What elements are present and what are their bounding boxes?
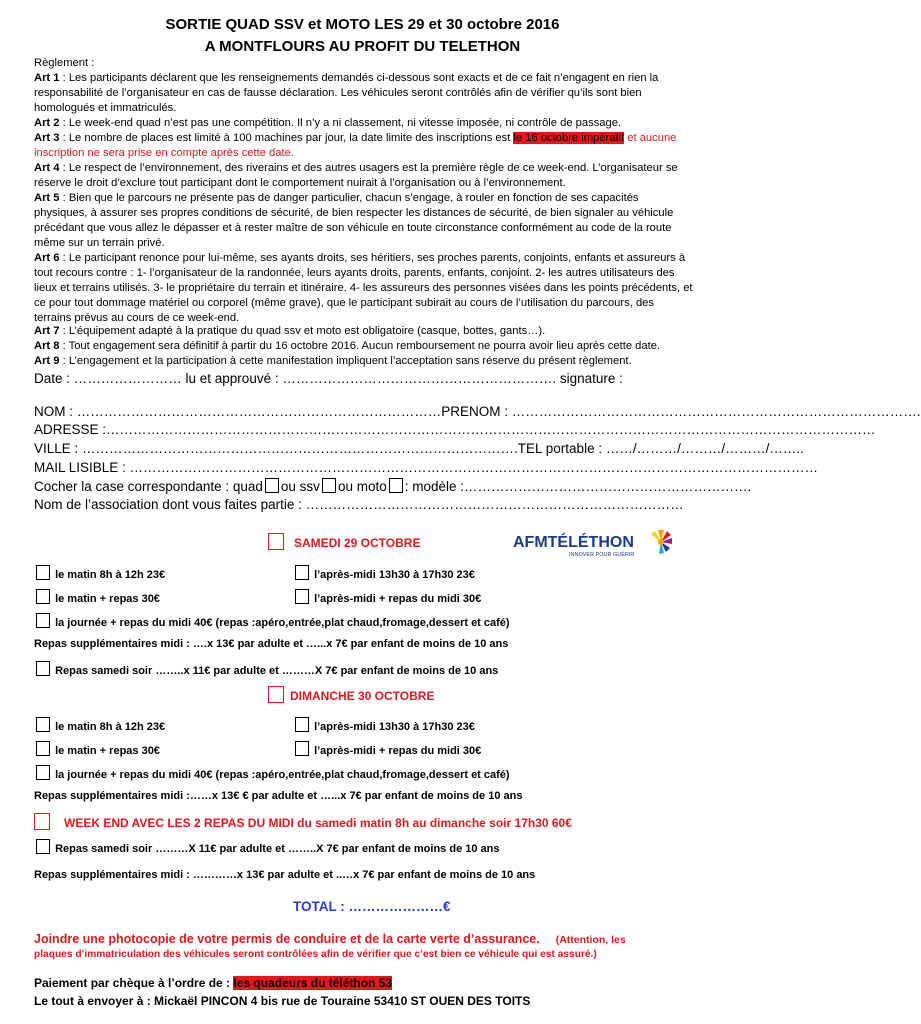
moto-checkbox[interactable]: [389, 478, 403, 493]
total-field[interactable]: TOTAL : …………………€: [293, 899, 451, 914]
samedi-apres-midi-repas-option[interactable]: l’après-midi + repas du midi 30€: [293, 589, 481, 605]
samedi-label: SAMEDI 29 OCTOBRE: [294, 536, 421, 550]
samedi-repas-soir-option[interactable]: Repas samedi soir ……..x 11€ par adulte et ………X 7€ par enfant de moins de 10 ans: [34, 661, 498, 677]
sun-icon: [651, 530, 672, 554]
article-2: [34, 116, 694, 131]
paiement-label: Paiement par chèque à l’ordre de :: [34, 976, 234, 990]
envoyer-address: Le tout à envoyer à : Mickaël PINCON 4 bis rue de Touraine 53410 ST OUEN DES TOITS: [34, 994, 531, 1008]
article-label: Art 5: [34, 192, 60, 204]
weekend-label: WEEK END AVEC LES 2 REPAS DU MIDI du samedi matin 8h au dimanche soir 17h30 60€: [64, 816, 572, 830]
joindre-instruction: Joindre une photocopie de votre permis de conduire et de la carte verte d’assurance. (Attention, les: [34, 932, 626, 946]
article-text: : Bien que le parcours ne présente pas de danger particulier, chacun s’engage, à rouler en fonction de ses capacités physiques, à assurer ses propres conditions de sécurité, de bien respecter les distances de sécurité, de bien signaler au véhicule précédant que vous allez le dépasser et à rester maître de son véhicule en toute circonstance conformément au code de la route même sur un terrain privé.: [34, 192, 674, 249]
article-label: Art 7: [34, 325, 60, 337]
article-label: Art 4: [34, 162, 60, 174]
article-5: [34, 191, 694, 251]
article-4: [34, 161, 694, 191]
weekend-repas-midi-field[interactable]: Repas supplémentaires midi : …………x 13€ par adulte et ..…x 7€ par enfant de moins de 10 ans: [34, 869, 536, 881]
dimanche-label: DIMANCHE 30 OCTOBRE: [290, 689, 435, 703]
checkbox[interactable]: [295, 589, 309, 604]
modele-field[interactable]: : modèle :……………………………………………………….: [404, 479, 752, 494]
article-text: : L’engagement et la participation à cette manifestation impliquent l’acceptation sans réserve du présent règlement.: [59, 355, 632, 367]
article-text: : Le participant renonce pour lui-même, ses ayants droits, ses héritiers, ses proches parents, conjoints, enfants et assureurs à tout recours contre : 1- l’organisateur de la randonnée, leurs ayants droits, parents, enfants, conjoint. 2- les autres utilisateurs des lieux et terrains utilisés. 3- le propriétaire du terrain et itinéraire. 4- les assureurs des personnes visées dans les points précédents, et ce pour tout dommage matériel ou corporel (même grave), que le participant subirait au cours de l’utilisation du parcours, des terrains prévus au cours de ce week-end.: [34, 252, 693, 324]
mail-field[interactable]: MAIL LISIBLE : ………………………………………………………………………………………………………………………………………: [34, 460, 819, 475]
article-label: Art 8: [34, 340, 60, 352]
ssv-label: ou ssv: [280, 479, 320, 494]
checkbox[interactable]: [36, 565, 50, 580]
paiement-line: [34, 976, 392, 990]
quad-checkbox[interactable]: [265, 478, 279, 493]
checkbox[interactable]: [295, 741, 309, 756]
dimanche-section-title: [268, 686, 434, 703]
page-title: SORTIE QUAD SSV et MOTO LES 29 et 30 octobre 2016: [165, 16, 560, 33]
vehicle-type-row: [34, 478, 752, 494]
deadline-warning: et aucune inscription ne sera prise en compte après cette date.: [34, 132, 677, 159]
ssv-checkbox[interactable]: [322, 478, 336, 493]
samedi-apres-midi-option[interactable]: l’après-midi 13h30 à 17h30 23€: [293, 565, 475, 581]
date-field[interactable]: Date : …………………… lu et approuvé : ……………………………………………………. signature :: [34, 371, 623, 386]
samedi-matin-option[interactable]: le matin 8h à 12h 23€: [34, 565, 165, 581]
article-1: [34, 71, 694, 116]
paiement-payee: les quadeurs du téléthon 53: [233, 976, 393, 990]
samedi-repas-midi-field[interactable]: Repas supplémentaires midi : ….x 13€ par adulte et …...x 7€ par enfant de moins de 10 ans: [34, 638, 509, 650]
reglement-label: Règlement :: [34, 57, 95, 69]
deadline-highlight: le 16 octobre impératif: [513, 132, 625, 144]
article-9: [34, 354, 694, 369]
checkbox[interactable]: [36, 765, 50, 780]
dimanche-matin-repas-option[interactable]: le matin + repas 30€: [34, 741, 160, 757]
moto-label: ou moto: [337, 479, 387, 494]
checkbox[interactable]: [36, 741, 50, 756]
weekend-section-title: [34, 813, 572, 830]
checkbox[interactable]: [36, 717, 50, 732]
checkbox[interactable]: [36, 589, 50, 604]
article-label: Art 9: [34, 355, 60, 367]
samedi-checkbox[interactable]: [268, 533, 284, 550]
logo-brand: AFMTÉLÉTHON: [513, 534, 634, 551]
checkbox[interactable]: [36, 613, 50, 628]
article-label: Art 3: [34, 132, 60, 144]
weekend-repas-soir-option[interactable]: Repas samedi soir ………X 11€ par adulte et ……..X 7€ par enfant de moins de 10 ans: [34, 839, 500, 855]
article-8: [34, 339, 694, 354]
article-text: : L’équipement adapté à la pratique du quad ssv et moto est obligatoire (casque, bottes, gants…).: [59, 325, 546, 337]
article-text: : Les participants déclarent que les renseignements demandés ci-dessous sont exacts et de ce fait n’engagent en rien la responsabilité de l’organisateur en cas de fausse déclaration. Les véhicules seront contrôlés afin de vérifier qu’ils sont bien homologués et immatriculés.: [34, 72, 659, 114]
checkbox[interactable]: [36, 839, 50, 854]
checkbox[interactable]: [295, 717, 309, 732]
joindre-note: plaques d’immatriculation des véhicules seront contrôlées afin de vérifier que c’est bien ce véhicule qui est assuré.): [34, 949, 597, 960]
dimanche-checkbox[interactable]: [268, 686, 284, 703]
samedi-journee-option[interactable]: la journée + repas du midi 40€ (repas :apéro,entrée,plat chaud,fromage,dessert et café): [34, 613, 510, 629]
weekend-checkbox[interactable]: [34, 813, 50, 830]
article-7: [34, 324, 694, 339]
afm-telethon-logo: [513, 528, 673, 562]
article-3: [34, 131, 694, 161]
article-text: : Le week-end quad n’est pas une compétition. Il n’y a ni classement, ni vitesse imposée, ni contrôle de passage.: [59, 117, 622, 129]
samedi-matin-repas-option[interactable]: le matin + repas 30€: [34, 589, 160, 605]
article-text: : Le nombre de places est limité à 100 machines par jour, la date limite des inscriptions est: [59, 132, 514, 144]
article-text: : Le respect de l’environnement, des riverains et des autres usagers est la première règle de ce week-end. L’organisateur se réserve le droit d’exclure tout participant dont le comportement nuirait à l’organisation ou à l’environnement.: [34, 162, 678, 189]
samedi-section-title: [268, 533, 420, 550]
dimanche-matin-option[interactable]: le matin 8h à 12h 23€: [34, 717, 165, 733]
adresse-field[interactable]: ADRESSE :………………………………………………………………………………………………………………………………………………………: [34, 422, 876, 437]
checkbox[interactable]: [295, 565, 309, 580]
article-label: Art 6: [34, 252, 60, 264]
article-label: Art 2: [34, 117, 60, 129]
dimanche-journee-option[interactable]: la journée + repas du midi 40€ (repas :apéro,entrée,plat chaud,fromage,dessert et café): [34, 765, 510, 781]
nom-field[interactable]: NOM : ………………………………………………………………………: [34, 404, 442, 419]
ville-tel-field[interactable]: VILLE : …………………………………………………………………………………….TEL portable : ……/………/………/………/……..: [34, 441, 804, 456]
checkbox[interactable]: [36, 661, 50, 676]
dimanche-repas-midi-field[interactable]: Repas supplémentaires midi :……x 13€ € par adulte et …...x 7€ par enfant de moins de 10 ans: [34, 790, 523, 802]
dimanche-apres-midi-repas-option[interactable]: l’après-midi + repas du midi 30€: [293, 741, 481, 757]
article-label: Art 1: [34, 72, 60, 84]
cocher-label: Cocher la case correspondante : quad: [34, 479, 263, 494]
article-text: : Tout engagement sera définitif à partir du 16 octobre 2016. Aucun remboursement ne pourra avoir lieu après cette date.: [59, 340, 661, 352]
page-subtitle: A MONTFLOURS AU PROFIT DU TELETHON: [204, 38, 521, 55]
article-6: [34, 251, 694, 326]
name-field[interactable]: [34, 404, 921, 419]
logo-tagline: INNOVER POUR GUÉRIR: [569, 552, 635, 558]
prenom-field[interactable]: PRENOM : ……………………………………………………………………………….: [441, 404, 921, 419]
association-field[interactable]: Nom de l’association dont vous faites partie : …………………………………………………………………………: [34, 497, 684, 512]
dimanche-apres-midi-option[interactable]: l’après-midi 13h30 à 17h30 23€: [293, 717, 475, 733]
